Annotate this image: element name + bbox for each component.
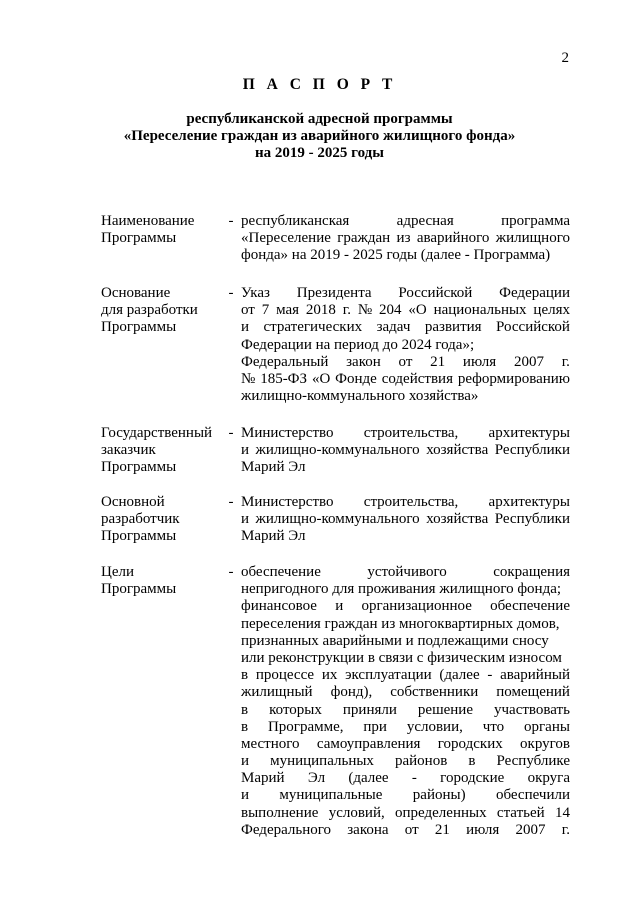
label-line: Основной — [101, 494, 165, 510]
row-dash: - — [228, 425, 234, 441]
value-line: Марий Эл — [241, 528, 306, 545]
value-line: или реконструкции в связи с физическим износом — [241, 649, 562, 666]
value-line: финансовое и организационное обеспечение — [241, 598, 570, 615]
value-line: «Переселение граждан из аварийного жилищного — [241, 230, 570, 247]
value-line: и жилищно-коммунального хозяйства Республики — [241, 511, 570, 528]
label-line: разработчик — [101, 511, 180, 528]
value-line: в процессе их эксплуатации (далее - аварийный — [241, 667, 570, 684]
row-basis — [101, 285, 570, 405]
label-line: Наименование — [101, 213, 195, 229]
label-line: Программы — [101, 459, 177, 476]
subtitle-line: на 2019 - 2025 годы — [255, 145, 384, 161]
subtitle-line: республиканской адресной программы — [186, 111, 453, 127]
row-dash: - — [228, 494, 234, 510]
value-line: выполнение условий, определенных статьей 14 — [241, 804, 570, 821]
label-line: заказчик — [101, 442, 156, 459]
label-line: Цели — [101, 564, 135, 580]
value-line: Министерство строительства, архитектуры — [241, 425, 570, 441]
label-line: Программы — [101, 230, 177, 247]
value-line: № 185-ФЗ «О Фонде содействия реформированию — [241, 370, 570, 387]
page-number: 2 — [561, 50, 569, 66]
value-line: местного самоуправления городских округов — [241, 735, 570, 752]
row-label — [101, 213, 221, 265]
value-line: и стратегических задач развития Российской — [241, 319, 570, 336]
label-line: для разработки — [101, 302, 198, 319]
value-line: и муниципальных районов в Республике — [241, 753, 570, 770]
value-line: Федерации на период до 2024 года»; — [241, 336, 475, 353]
value-line: Марий Эл — [241, 459, 306, 476]
label-line: Основание — [101, 285, 171, 301]
value-line: Марий Эл (далее - городские округа — [241, 770, 570, 787]
row-value — [241, 494, 570, 546]
row-value — [241, 285, 570, 405]
row-main-developer — [101, 494, 570, 546]
row-goals — [101, 564, 570, 839]
label-line: Программы — [101, 528, 177, 545]
value-line: жилищный фонд), собственники помещений — [241, 684, 570, 701]
value-line: республиканская адресная программа — [241, 213, 570, 229]
value-line: непригодного для проживания жилищного фонда; — [241, 581, 562, 598]
value-line: и муниципальные районы) обеспечили — [241, 787, 570, 804]
value-line: в которых приняли решение участвовать — [241, 701, 570, 718]
value-line: обеспечение устойчивого сокращения — [241, 564, 570, 580]
value-line: Министерство строительства, архитектуры — [241, 494, 570, 510]
row-program-name — [101, 213, 570, 265]
value-line: Федеральный закон от 21 июля 2007 г. — [241, 353, 570, 370]
value-line: фонда» на 2019 - 2025 годы (далее - Программа) — [241, 247, 551, 264]
label-line: Государственный — [101, 425, 213, 441]
label-line: Программы — [101, 319, 177, 336]
row-label — [101, 285, 221, 405]
row-dash: - — [228, 285, 234, 301]
row-value — [241, 213, 570, 265]
value-line: в Программе, при условии, что органы — [241, 718, 570, 735]
row-label — [101, 494, 221, 546]
label-line: Программы — [101, 581, 177, 598]
value-line: признанных аварийными и подлежащими сносу — [241, 632, 549, 649]
row-label — [101, 564, 221, 839]
value-line: от 7 мая 2018 г. № 204 «О национальных целях — [241, 302, 570, 319]
row-dash: - — [228, 213, 234, 229]
value-line: переселения граждан из многоквартирных домов, — [241, 615, 560, 632]
row-label — [101, 425, 221, 477]
row-value — [241, 564, 570, 839]
value-line: Указ Президента Российской Федерации — [241, 285, 570, 301]
row-state-customer — [101, 425, 570, 477]
value-line: Федерального закона от 21 июля 2007 г. — [241, 821, 570, 838]
subtitle-line: «Переселение граждан из аварийного жилищного фонда» — [123, 128, 516, 144]
row-value — [241, 425, 570, 477]
program-subtitle — [0, 111, 639, 162]
page-title: П А С П О Р Т — [242, 76, 397, 93]
value-line: жилищно-коммунального хозяйства» — [241, 388, 479, 405]
row-dash: - — [228, 564, 234, 580]
value-line: и жилищно-коммунального хозяйства Республики — [241, 442, 570, 459]
